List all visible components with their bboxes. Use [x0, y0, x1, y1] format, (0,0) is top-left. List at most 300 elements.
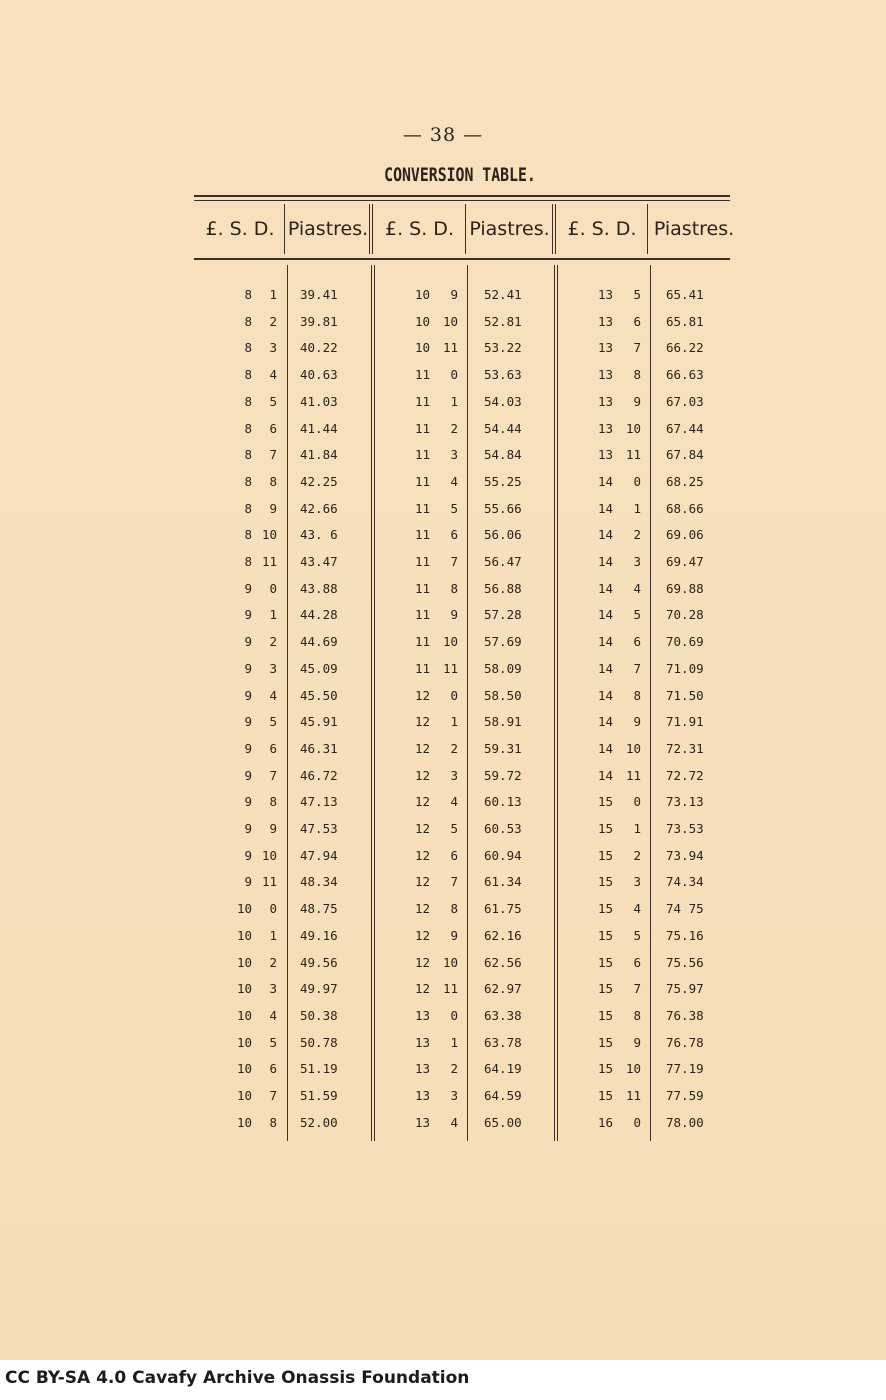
pounds-cell: 14	[597, 580, 613, 596]
shillings-cell: 8	[450, 901, 458, 917]
pounds-cell: 13	[597, 340, 613, 356]
header-divider	[555, 204, 556, 254]
piastres-cell: 51.19	[300, 1061, 338, 1077]
pounds-cell: 12	[414, 767, 430, 783]
piastres-cell: 39.81	[300, 313, 338, 329]
piastres-cell: 78.00	[666, 1114, 704, 1130]
piastres-cell: 71.91	[666, 714, 704, 730]
shillings-cell: 9	[633, 393, 641, 409]
shillings-cell: 8	[633, 687, 641, 703]
shillings-cell: 1	[633, 500, 641, 516]
shillings-cell: 1	[450, 714, 458, 730]
pounds-cell: 10	[236, 1061, 252, 1077]
piastres-cell: 40.63	[300, 367, 338, 383]
piastres-cell: 58.50	[484, 687, 522, 703]
piastres-cell: 64.19	[484, 1061, 522, 1077]
piastres-cell: 75.97	[666, 981, 704, 997]
pounds-cell: 13	[414, 1088, 430, 1103]
shillings-cell: 0	[450, 367, 458, 383]
piastres-cell: 77.19	[666, 1061, 704, 1077]
piastres-cell: 41.44	[300, 420, 338, 436]
pounds-cell: 9	[244, 794, 252, 810]
piastres-cell: 77.59	[666, 1088, 704, 1103]
pounds-cell: 12	[414, 927, 430, 943]
header-piastres-3: Piastres.	[653, 218, 735, 240]
pounds-cell: 13	[597, 447, 613, 463]
piastres-cell: 55.66	[484, 500, 522, 516]
piastres-cell: 43.88	[300, 580, 338, 596]
pounds-cell: 10	[236, 981, 252, 997]
pounds-cell: 12	[414, 954, 430, 970]
shillings-cell: 4	[269, 1007, 277, 1023]
piastres-cell: 58.09	[484, 660, 522, 676]
piastres-cell: 57.69	[484, 634, 522, 650]
shillings-cell: 5	[633, 287, 641, 302]
pounds-cell: 11	[414, 420, 430, 436]
pounds-cell: 15	[597, 954, 613, 970]
pounds-cell: 15	[597, 821, 613, 836]
piastres-cell: 71.50	[666, 687, 704, 703]
shillings-cell: 5	[450, 500, 458, 516]
piastres-cell: 54.44	[484, 420, 522, 436]
shillings-cell: 2	[450, 420, 458, 436]
header-piastres-1: Piastres.	[287, 218, 369, 240]
pounds-cell: 9	[244, 874, 252, 890]
piastres-cell: 65.41	[666, 287, 704, 302]
piastres-cell: 49.56	[300, 954, 338, 970]
shillings-cell: 1	[450, 393, 458, 409]
piastres-cell: 43.47	[300, 554, 338, 569]
piastres-cell: 41.84	[300, 447, 338, 463]
body-divider	[287, 265, 288, 1141]
shillings-cell: 1	[269, 927, 277, 943]
piastres-cell: 48.34	[300, 874, 338, 890]
pounds-cell: 14	[597, 740, 613, 756]
piastres-cell: 74.34	[666, 874, 704, 890]
pounds-cell: 9	[244, 821, 252, 836]
shillings-cell: 8	[633, 367, 641, 383]
pounds-cell: 11	[414, 473, 430, 489]
pounds-cell: 14	[597, 687, 613, 703]
shillings-cell: 6	[269, 1061, 277, 1077]
shillings-cell: 11	[442, 340, 458, 356]
piastres-cell: 76.38	[666, 1007, 704, 1023]
pounds-cell: 9	[244, 767, 252, 783]
piastres-cell: 64.59	[484, 1088, 522, 1103]
shillings-cell: 3	[633, 874, 641, 890]
shillings-cell: 11	[625, 1088, 641, 1103]
shillings-cell: 11	[261, 874, 277, 890]
piastres-cell: 67.84	[666, 447, 704, 463]
pounds-cell: 11	[414, 607, 430, 623]
pounds-cell: 13	[597, 393, 613, 409]
pounds-cell: 10	[236, 927, 252, 943]
pounds-cell: 13	[414, 1114, 430, 1130]
pounds-cell: 15	[597, 981, 613, 997]
shillings-cell: 10	[261, 527, 277, 543]
shillings-cell: 6	[633, 634, 641, 650]
piastres-cell: 48.75	[300, 901, 338, 917]
shillings-cell: 10	[625, 1061, 641, 1077]
shillings-cell: 6	[450, 527, 458, 543]
shillings-cell: 2	[633, 847, 641, 863]
pounds-cell: 14	[597, 660, 613, 676]
shillings-cell: 4	[269, 687, 277, 703]
pounds-cell: 10	[236, 1034, 252, 1050]
shillings-cell: 10	[625, 420, 641, 436]
piastres-cell: 41.03	[300, 393, 338, 409]
shillings-cell: 1	[269, 287, 277, 302]
pounds-cell: 16	[597, 1114, 613, 1130]
pounds-cell: 10	[236, 1114, 252, 1130]
piastres-cell: 42.25	[300, 473, 338, 489]
piastres-cell: 60.13	[484, 794, 522, 810]
shillings-cell: 7	[269, 1088, 277, 1103]
pounds-cell: 12	[414, 687, 430, 703]
body-divider	[650, 265, 651, 1141]
piastres-cell: 54.84	[484, 447, 522, 463]
header-lsd-3: £. S. D.	[567, 218, 637, 240]
shillings-cell: 6	[633, 954, 641, 970]
header-lsd-2: £. S. D.	[385, 218, 454, 240]
piastres-cell: 59.31	[484, 740, 522, 756]
shillings-cell: 4	[450, 473, 458, 489]
shillings-cell: 3	[269, 660, 277, 676]
piastres-cell: 66.63	[666, 367, 704, 383]
pounds-cell: 14	[597, 607, 613, 623]
shillings-cell: 9	[633, 714, 641, 730]
piastres-cell: 56.88	[484, 580, 522, 596]
body-divider	[371, 265, 372, 1141]
pounds-cell: 14	[597, 473, 613, 489]
piastres-cell: 49.16	[300, 927, 338, 943]
top-rule-1	[194, 195, 730, 197]
piastres-cell: 51.59	[300, 1088, 338, 1103]
piastres-cell: 52.41	[484, 287, 522, 302]
shillings-cell: 0	[633, 794, 641, 810]
shillings-cell: 11	[625, 447, 641, 463]
pounds-cell: 11	[414, 660, 430, 676]
shillings-cell: 2	[450, 1061, 458, 1077]
shillings-cell: 4	[450, 1114, 458, 1130]
piastres-cell: 62.56	[484, 954, 522, 970]
shillings-cell: 10	[442, 313, 458, 329]
pounds-cell: 14	[597, 527, 613, 543]
shillings-cell: 5	[269, 1034, 277, 1050]
shillings-cell: 11	[261, 554, 277, 569]
pounds-cell: 15	[597, 847, 613, 863]
piastres-cell: 47.94	[300, 847, 338, 863]
shillings-cell: 4	[633, 901, 641, 917]
pounds-cell: 14	[597, 554, 613, 569]
pounds-cell: 14	[597, 634, 613, 650]
shillings-cell: 1	[269, 607, 277, 623]
pounds-cell: 10	[414, 313, 430, 329]
piastres-cell: 69.06	[666, 527, 704, 543]
pounds-cell: 8	[244, 420, 252, 436]
pounds-cell: 13	[597, 313, 613, 329]
pounds-cell: 9	[244, 687, 252, 703]
header-divider	[647, 204, 648, 254]
pounds-cell: 8	[244, 473, 252, 489]
piastres-cell: 44.28	[300, 607, 338, 623]
shillings-cell: 10	[442, 954, 458, 970]
pounds-cell: 15	[597, 1007, 613, 1023]
pounds-cell: 15	[597, 794, 613, 810]
shillings-cell: 0	[450, 1007, 458, 1023]
piastres-cell: 59.72	[484, 767, 522, 783]
piastres-cell: 55.25	[484, 473, 522, 489]
piastres-cell: 72.31	[666, 740, 704, 756]
shillings-cell: 3	[633, 554, 641, 569]
pounds-cell: 8	[244, 500, 252, 516]
shillings-cell: 9	[450, 927, 458, 943]
piastres-cell: 47.53	[300, 821, 338, 836]
shillings-cell: 7	[633, 981, 641, 997]
piastres-cell: 67.44	[666, 420, 704, 436]
piastres-cell: 45.50	[300, 687, 338, 703]
piastres-cell: 72.72	[666, 767, 704, 783]
pounds-cell: 14	[597, 714, 613, 730]
pounds-cell: 11	[414, 393, 430, 409]
piastres-cell: 57.28	[484, 607, 522, 623]
header-divider	[284, 204, 285, 254]
pounds-cell: 8	[244, 287, 252, 302]
pounds-cell: 11	[414, 634, 430, 650]
shillings-cell: 9	[450, 607, 458, 623]
shillings-cell: 0	[269, 901, 277, 917]
piastres-cell: 39.41	[300, 287, 338, 302]
piastres-cell: 46.72	[300, 767, 338, 783]
pounds-cell: 9	[244, 660, 252, 676]
piastres-cell: 70.28	[666, 607, 704, 623]
piastres-cell: 63.78	[484, 1034, 522, 1050]
piastres-cell: 40.22	[300, 340, 338, 356]
shillings-cell: 10	[261, 847, 277, 863]
shillings-cell: 3	[269, 981, 277, 997]
piastres-cell: 53.22	[484, 340, 522, 356]
shillings-cell: 6	[450, 847, 458, 863]
piastres-cell: 53.63	[484, 367, 522, 383]
piastres-cell: 62.16	[484, 927, 522, 943]
pounds-cell: 15	[597, 1088, 613, 1103]
pounds-cell: 12	[414, 714, 430, 730]
pounds-cell: 13	[414, 1061, 430, 1077]
piastres-cell: 61.34	[484, 874, 522, 890]
shillings-cell: 0	[633, 473, 641, 489]
pounds-cell: 8	[244, 447, 252, 463]
shillings-cell: 2	[269, 634, 277, 650]
pounds-cell: 11	[414, 500, 430, 516]
piastres-cell: 68.66	[666, 500, 704, 516]
piastres-cell: 75.56	[666, 954, 704, 970]
shillings-cell: 7	[450, 874, 458, 890]
pounds-cell: 13	[597, 287, 613, 302]
piastres-cell: 73.94	[666, 847, 704, 863]
pounds-cell: 12	[414, 874, 430, 890]
piastres-cell: 52.00	[300, 1114, 338, 1130]
piastres-cell: 73.13	[666, 794, 704, 810]
pounds-cell: 9	[244, 740, 252, 756]
pounds-cell: 8	[244, 313, 252, 329]
shillings-cell: 6	[633, 313, 641, 329]
pounds-cell: 10	[236, 954, 252, 970]
pounds-cell: 15	[597, 1061, 613, 1077]
shillings-cell: 0	[450, 687, 458, 703]
shillings-cell: 8	[269, 473, 277, 489]
piastres-cell: 74 75	[666, 901, 704, 917]
pounds-cell: 11	[414, 367, 430, 383]
pounds-cell: 14	[597, 500, 613, 516]
shillings-cell: 9	[269, 500, 277, 516]
piastres-cell: 66.22	[666, 340, 704, 356]
shillings-cell: 0	[269, 580, 277, 596]
shillings-cell: 2	[269, 313, 277, 329]
pounds-cell: 12	[414, 794, 430, 810]
shillings-cell: 5	[450, 821, 458, 836]
pounds-cell: 12	[414, 740, 430, 756]
shillings-cell: 6	[269, 420, 277, 436]
piastres-cell: 65.81	[666, 313, 704, 329]
pounds-cell: 10	[414, 340, 430, 356]
piastres-cell: 43. 6	[300, 527, 338, 543]
piastres-cell: 50.78	[300, 1034, 338, 1050]
header-lsd-1: £. S. D.	[205, 218, 275, 240]
shillings-cell: 4	[269, 367, 277, 383]
shillings-cell: 7	[633, 660, 641, 676]
pounds-cell: 13	[597, 420, 613, 436]
piastres-cell: 73.53	[666, 821, 704, 836]
piastres-cell: 58.91	[484, 714, 522, 730]
shillings-cell: 10	[625, 740, 641, 756]
pounds-cell: 13	[414, 1034, 430, 1050]
shillings-cell: 2	[450, 740, 458, 756]
pounds-cell: 11	[414, 580, 430, 596]
piastres-cell: 76.78	[666, 1034, 704, 1050]
pounds-cell: 15	[597, 927, 613, 943]
body-divider	[557, 265, 558, 1141]
pounds-cell: 11	[414, 447, 430, 463]
shillings-cell: 7	[269, 767, 277, 783]
body-divider	[467, 265, 468, 1141]
piastres-cell: 47.13	[300, 794, 338, 810]
shillings-cell: 3	[450, 767, 458, 783]
shillings-cell: 4	[633, 580, 641, 596]
top-rule-2	[194, 200, 730, 201]
shillings-cell: 5	[633, 607, 641, 623]
piastres-cell: 60.94	[484, 847, 522, 863]
piastres-cell: 46.31	[300, 740, 338, 756]
pounds-cell: 12	[414, 981, 430, 997]
piastres-cell: 45.09	[300, 660, 338, 676]
pounds-cell: 12	[414, 847, 430, 863]
pounds-cell: 15	[597, 901, 613, 917]
shillings-cell: 0	[633, 1114, 641, 1130]
shillings-cell: 2	[633, 527, 641, 543]
shillings-cell: 3	[269, 340, 277, 356]
license-credit: CC BY-SA 4.0 Cavafy Archive Onassis Foundation	[5, 1368, 470, 1388]
pounds-cell: 8	[244, 527, 252, 543]
piastres-cell: 60.53	[484, 821, 522, 836]
piastres-cell: 70.69	[666, 634, 704, 650]
shillings-cell: 8	[633, 1007, 641, 1023]
shillings-cell: 11	[625, 767, 641, 783]
pounds-cell: 14	[597, 767, 613, 783]
pounds-cell: 10	[414, 287, 430, 302]
piastres-cell: 65.00	[484, 1114, 522, 1130]
pounds-cell: 11	[414, 527, 430, 543]
shillings-cell: 5	[269, 393, 277, 409]
shillings-cell: 6	[269, 740, 277, 756]
table-title: CONVERSION TABLE.	[384, 164, 536, 186]
piastres-cell: 69.47	[666, 554, 704, 569]
header-divider	[465, 204, 466, 254]
shillings-cell: 8	[269, 794, 277, 810]
pounds-cell: 9	[244, 607, 252, 623]
shillings-cell: 8	[269, 1114, 277, 1130]
shillings-cell: 2	[269, 954, 277, 970]
pounds-cell: 8	[244, 393, 252, 409]
pounds-cell: 13	[414, 1007, 430, 1023]
piastres-cell: 63.38	[484, 1007, 522, 1023]
pounds-cell: 9	[244, 580, 252, 596]
shillings-cell: 11	[442, 981, 458, 997]
piastres-cell: 56.06	[484, 527, 522, 543]
piastres-cell: 69.88	[666, 580, 704, 596]
pounds-cell: 8	[244, 554, 252, 569]
shillings-cell: 9	[450, 287, 458, 302]
piastres-cell: 75.16	[666, 927, 704, 943]
piastres-cell: 71.09	[666, 660, 704, 676]
shillings-cell: 5	[633, 927, 641, 943]
piastres-cell: 61.75	[484, 901, 522, 917]
page-number: — 38 —	[402, 124, 484, 146]
pounds-cell: 10	[236, 1007, 252, 1023]
shillings-cell: 3	[450, 1088, 458, 1103]
piastres-cell: 52.81	[484, 313, 522, 329]
shillings-cell: 1	[633, 821, 641, 836]
pounds-cell: 10	[236, 1088, 252, 1103]
piastres-cell: 49.97	[300, 981, 338, 997]
piastres-cell: 67.03	[666, 393, 704, 409]
pounds-cell: 9	[244, 847, 252, 863]
piastres-cell: 50.38	[300, 1007, 338, 1023]
piastres-cell: 68.25	[666, 473, 704, 489]
header-piastres-2: Piastres.	[469, 218, 550, 240]
pounds-cell: 12	[414, 821, 430, 836]
piastres-cell: 44.69	[300, 634, 338, 650]
shillings-cell: 8	[450, 580, 458, 596]
pounds-cell: 8	[244, 367, 252, 383]
pounds-cell: 13	[597, 367, 613, 383]
pounds-cell: 11	[414, 554, 430, 569]
shillings-cell: 5	[269, 714, 277, 730]
shillings-cell: 4	[450, 794, 458, 810]
header-rule	[194, 258, 730, 260]
pounds-cell: 8	[244, 340, 252, 356]
pounds-cell: 10	[236, 901, 252, 917]
shillings-cell: 11	[442, 660, 458, 676]
header-divider	[372, 204, 373, 254]
body-divider	[374, 265, 375, 1141]
piastres-cell: 54.03	[484, 393, 522, 409]
piastres-cell: 42.66	[300, 500, 338, 516]
shillings-cell: 1	[450, 1034, 458, 1050]
pounds-cell: 9	[244, 714, 252, 730]
shillings-cell: 3	[450, 447, 458, 463]
pounds-cell: 12	[414, 901, 430, 917]
shillings-cell: 7	[633, 340, 641, 356]
